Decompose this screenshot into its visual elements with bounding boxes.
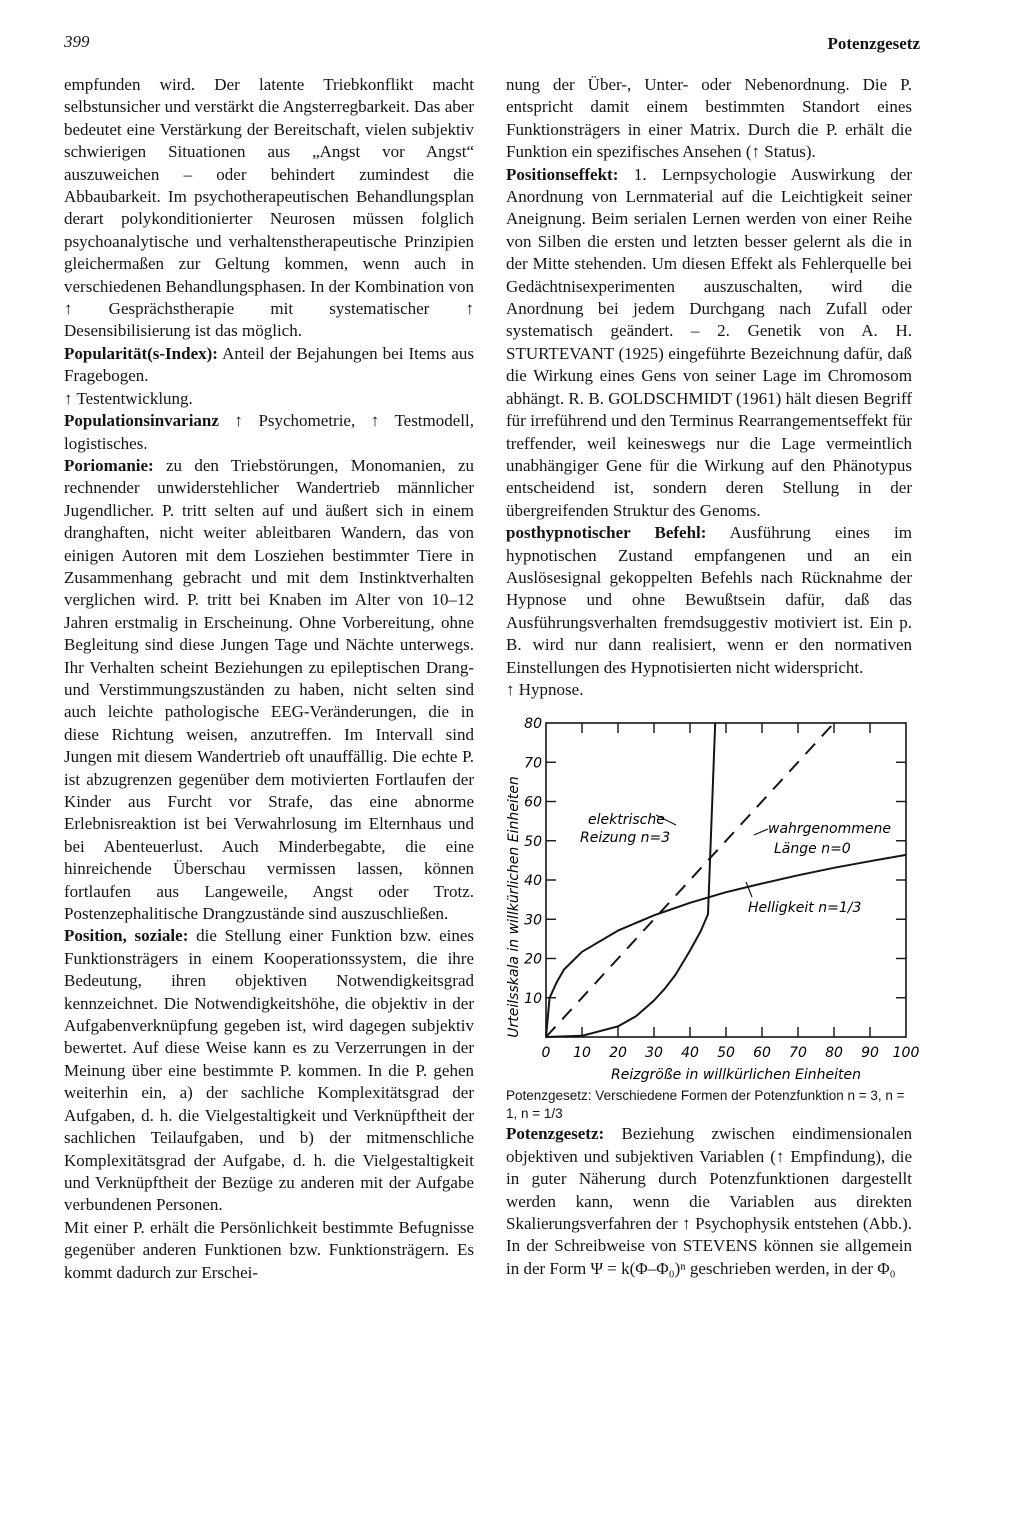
entry-populationsinvarianz <box>64 410 474 455</box>
label-laenge-1: wahrgenommene <box>768 821 891 838</box>
y-tick-label: 20 <box>524 951 542 968</box>
paragraph-position-2: Mit einer P. erhält die Persönlichkeit bestimmte Befugnisse gegenüber anderen Funktionen bzw. Funktionsträgern. Es kommt dadurch zur Erschei- <box>64 1217 474 1282</box>
term-populationsinvarianz: Populationsinvarianz <box>64 411 219 431</box>
y-tick-label: 70 <box>524 755 542 772</box>
power-law-chart <box>506 707 920 1087</box>
term-potenzgesetz: Potenzgesetz: <box>506 1124 605 1144</box>
term-posthypnotisch: posthypnotischer Befehl: <box>506 523 707 543</box>
figure-caption: Potenzgesetz: Verschiedene Formen der Potenzfunktion n = 3, n = 1, n = 1/3 <box>506 1088 905 1122</box>
x-tick-label: 80 <box>825 1045 843 1062</box>
text-popularitaet: Anteil der Bejahungen bei Items aus Fragebogen. <box>64 343 474 386</box>
label-helligkeit: Helligkeit n=1/3 <box>748 900 862 917</box>
text-posthypnotisch: Ausführung eines im hypnotischen Zustand empfangenen und an ein Auslösesignal gekoppelten Befehls nach Rücknahme der Hypnose und ohne Bewußtsein dafür, daß das Ausführungsverhalten fremdsuggestiv motiviert ist. Ein p. B. wird nur dann realisiert, wenn er den normativen Einstellungen des Hypnotisierten nicht widerspricht. <box>506 523 913 677</box>
series-line-1 <box>546 723 715 1037</box>
entry-poriomanie <box>64 455 474 926</box>
label-elektrisch-2: Reizung n=3 <box>580 830 671 847</box>
term-position: Position, soziale: <box>64 926 189 946</box>
series-line-3 <box>546 855 906 1037</box>
y-tick-label: 40 <box>524 873 542 890</box>
entry-positionseffekt <box>506 164 912 523</box>
ref-hypnose: ↑ Hypnose. <box>506 679 584 699</box>
y-tick-label: 10 <box>524 991 542 1008</box>
y-tick-label: 50 <box>524 834 542 851</box>
paragraph-nebenordnung: nung der Über-, Unter- oder Nebenordnung. Die P. entspricht damit einem bestimmten Standort eines Funktionsträgers in einer Matrix. Durch die P. erhält die Funktion ein spezifisches Ansehen (↑ Status). <box>506 75 912 162</box>
term-poriomanie: Poriomanie: <box>64 455 154 475</box>
x-axis-label: Reizgröße in willkürlichen Einheiten <box>611 1067 861 1084</box>
text-poriomanie: zu den Triebstörungen, Monomanien, zu rechnender unwiderstehlicher Wandertrieb männlicher Jugendlicher. P. tritt selten auf und äußert sich in einem dranghaften, nicht weiter ableitbaren Wandern, das von einigen Autoren mit dem Losziehen bestimmter Tiere in Zusammenhang gebracht und mit dem Instinktverhalten verglichen wird. P. tritt bei Knaben im Alter von 10–12 Jahren erstmalig in Erscheinung. Ohne Vorbereitung, ohne Begleitung sind diese Jungen Tage und Nächte unterwegs. Ihr Verhalten scheint Beziehungen zu epileptischen Drang- und Verstimmungszuständen zu haben, nicht selten sind auch leichte pathologische EEG-Veränderungen, die in diese Richtung weisen, anzutreffen. Im Intervall sind Jungen mit diesem Wandertrieb oft unauffällig. Die echte P. ist abzugrenzen gegenüber dem motivierten Fortlaufen der Kinder aus Furcht vor Strafe, das eine abnorme Erlebnisreaktion ist bei Verwahrlosung im Elternhaus und bei Abenteuerlust. Auch Minderbegabte, die eine hinreichende Überschau vermissen lassen, können fortlaufen aus Langeweile, Angst oder Trotz. Postenzephalitische Drangzustände sind auszuschließen. <box>64 455 474 924</box>
entry-popularitaet <box>64 343 474 388</box>
label-elektrisch-1: elektrische <box>588 812 665 829</box>
x-tick-label: 100 <box>892 1045 920 1062</box>
x-tick-label: 50 <box>717 1045 735 1062</box>
paragraph-angst: empfunden wird. Der latente Triebkonflikt macht selbstunsicher und verstärkt die Angsterregbarkeit. Das aber bedeutet eine Verstärkung der Bereitschaft, vielen subjektiv schwierigen Situationen aus „Angst vor Angst“ auszuweichen – oder behindert zumindest die Abbaubarkeit. Im psychotherapeutischen Behandlungsplan derart polykonditionierter Neurosen müssen folglich psychoanalytische und verhaltenstherapeutische Prinzipien gleichermaßen zur Geltung kommen, wenn auch in verschiedenen Behandlungsphasen. In der Kombination von ↑ Gesprächstherapie mit systematischer ↑ Desensibilisierung ist das möglich. <box>64 75 474 341</box>
y-tick-label: 60 <box>524 794 542 811</box>
x-tick-label: 60 <box>753 1045 771 1062</box>
y-tick-label: 30 <box>524 912 542 929</box>
x-tick-label: 40 <box>681 1045 699 1062</box>
term-positionseffekt: Positionseffekt: <box>506 164 619 184</box>
x-tick-label: 0 <box>541 1045 551 1062</box>
y-tick-label: 80 <box>524 716 542 733</box>
plot-frame <box>546 723 906 1037</box>
x-tick-label: 90 <box>861 1045 879 1062</box>
text-potenzgesetz: Beziehung zwischen eindimensionalen objektiven und subjektiven Variablen (↑ Empfindung), die in guter Näherung durch Potenzfunktionen dargestellt werden kann, wenn die Variablen aus direkten Skalierungsverfahren der ↑ Psychophysik entstehen (Abb.). In der Schreibweise von STEVENS können sie allgemein in der Form Ψ = k(Φ–Φ₀)ⁿ geschrieben werden, in der Φ₀ <box>506 1124 912 1278</box>
left-column <box>64 74 474 1284</box>
running-title: Potenzgesetz <box>827 34 920 53</box>
text-positionseffekt: 1. Lernpsychologie Auswirkung der Anordnung von Lernmaterial auf die Leichtigkeit seiner Aneignung. Beim serialen Lernen werden von einer Reihe von Silben die ersten und letzten besser gelernt als die in der Mitte stehenden. Um diesen Effekt als Fehlerquelle bei Gedächtnisexperimenten auszuschalten, wird die Anordnung bei jedem Durchgang nach Zufall oder systematisch geändert. – 2. Genetik von A. H. STURTEVANT (1925) eingeführte Bezeichnung dafür, daß die Wirkung eines Gens von seiner Lage im Chromosom abhängt. R. B. GOLDSCHMIDT (1961) hält diesen Begriff für irreführend und den Terminus Rearrangementseffekt für treffender, weil keineswegs nur die Lage vermeintlich unabhängiger Gene für die Wirkung auf den Phänotypus entscheidend ist, sondern deren Stellung in der übergreifenden Struktur des Genoms. <box>506 164 912 520</box>
entry-position <box>64 925 474 1216</box>
text-position: die Stellung einer Funktion bzw. eines Funktionsträgers in einem Kooperationssystem, die ihre Bedeutung, ihren objektiven Notwendigkeitsgrad kennzeichnet. Die Notwendigkeitshöhe, die objektiv in der Aufgabenverknüpfung gegeben ist, wird dagegen subjektiv bewertet. Auf diese Weise kann es zu Verzerrungen in der Meinung über eine bestimmte P. kommen. In die P. gehen weiterhin ein, a) der sachliche Komplexitätsgrad der Aufgaben, d. h. die Vielgestaltigkeit und Verknüpftheit der sachlichen Teilaufgaben, und b) der mitmenschliche Komplexitätsgrad der Aufgabe, d. h. die Vielgestaltigkeit und Verknüpftheit der Bezüge zu anderen mit der Aufgabe verbundenen Personen. <box>64 926 474 1215</box>
page-number: 399 <box>64 32 90 51</box>
x-tick-label: 70 <box>789 1045 807 1062</box>
x-tick-label: 20 <box>609 1045 627 1062</box>
right-column <box>506 74 920 1280</box>
entry-potenzgesetz <box>506 1123 912 1280</box>
series-line-2 <box>546 723 834 1037</box>
x-tick-label: 30 <box>645 1045 663 1062</box>
ref-testentwicklung: ↑ Testentwicklung. <box>64 388 193 408</box>
label-laenge-2: Länge n=0 <box>774 841 851 858</box>
x-tick-label: 10 <box>573 1045 591 1062</box>
term-popularitaet: Popularität(s-Index): <box>64 343 218 363</box>
entry-posthypnotisch <box>506 522 912 679</box>
y-axis-label: Urteilsskala in willkürlichen Einheiten <box>506 776 522 1039</box>
leader-laenge <box>754 829 768 835</box>
leader-helligkeit <box>746 882 752 897</box>
power-law-figure <box>506 707 920 1087</box>
text-populationsinvarianz: ↑ Psychometrie, ↑ Testmodell, logistisches. <box>64 411 474 453</box>
